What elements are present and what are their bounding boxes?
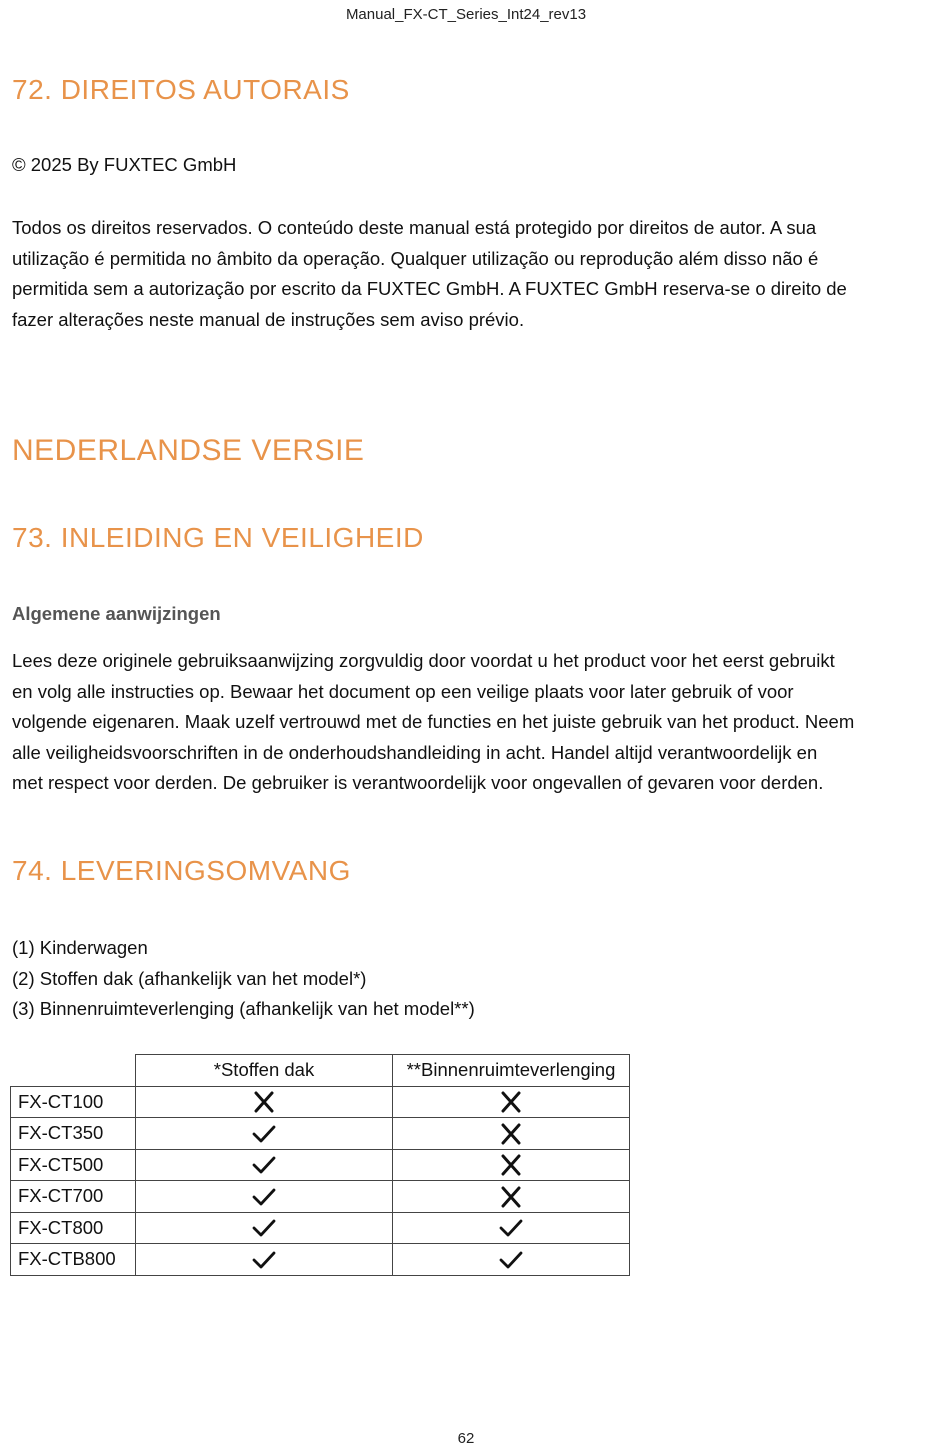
paragraph-line: Todos os direitos reservados. O conteúdo deste manual está protegido por direitos de autor. A sua [12, 217, 817, 238]
page-number: 62 [457, 1430, 475, 1447]
paragraph-line: volgende eigenaren. Maak uzelf vertrouwd met de functies en het juiste gebruik van het product. Neem [12, 711, 855, 732]
model-feature-table [10, 1054, 630, 1276]
list-item: (2) Stoffen dak (afhankelijk van het model*) [12, 967, 367, 989]
check-icon [252, 1249, 276, 1271]
table-row [11, 1181, 630, 1213]
binnenruimte-cell [393, 1118, 630, 1150]
model-cell: FX-CT800 [11, 1212, 136, 1244]
paragraph-line: fazer alterações neste manual de instruções sem aviso prévio. [12, 308, 525, 330]
section-heading-scope: 74. LEVERINGSOMVANG [12, 855, 351, 886]
section-heading-intro: 73. INLEIDING EN VEILIGHEID [12, 522, 424, 553]
binnenruimte-cell [393, 1244, 630, 1276]
paragraph-line: utilização é permitida no âmbito da operação. Qualquer utilização ou reprodução além disso não é [12, 247, 819, 269]
subheading-general: Algemene aanwijzingen [12, 603, 221, 624]
language-heading: NEDERLANDSE VERSIE [12, 434, 365, 467]
check-icon [252, 1186, 276, 1208]
check-icon [252, 1217, 276, 1239]
table-corner-cell [11, 1055, 136, 1087]
check-icon [252, 1154, 276, 1176]
binnenruimte-cell [393, 1086, 630, 1118]
paragraph-line: alle veiligheidsvoorschriften in de onderhoudshandleiding in acht. Handel altijd verantwoordelijk en [12, 741, 818, 763]
table-row [11, 1118, 630, 1150]
binnenruimte-cell [393, 1149, 630, 1181]
cross-icon [499, 1123, 523, 1145]
model-cell: FX-CT500 [11, 1149, 136, 1181]
stoffen_dak-cell [136, 1118, 393, 1150]
stoffen_dak-cell [136, 1149, 393, 1181]
stoffen_dak-cell [136, 1181, 393, 1213]
intro-paragraph [12, 646, 854, 799]
document-header: Manual_FX-CT_Series_Int24_rev13 [345, 6, 587, 23]
stoffen_dak-cell [136, 1212, 393, 1244]
copyright-notice: © 2025 By FUXTEC GmbH [12, 154, 237, 175]
table-row [11, 1086, 630, 1118]
paragraph-line: permitida sem a autorização por escrito da FUXTEC GmbH. A FUXTEC GmbH reserva-se o direito de [12, 278, 847, 299]
model-cell: FX-CTB800 [11, 1244, 136, 1276]
binnenruimte-cell [393, 1181, 630, 1213]
model-cell: FX-CT700 [11, 1181, 136, 1213]
stoffen_dak-cell [136, 1086, 393, 1118]
cross-icon [499, 1186, 523, 1208]
list-item: (3) Binnenruimteverlenging (afhankelijk van het model**) [12, 998, 475, 1019]
table-row [11, 1212, 630, 1244]
check-icon [499, 1249, 523, 1271]
model-cell: FX-CT350 [11, 1118, 136, 1150]
table-row [11, 1149, 630, 1181]
column-header-binnenruimte: **Binnenruimteverlenging [393, 1055, 630, 1087]
binnenruimte-cell [393, 1212, 630, 1244]
cross-icon [499, 1154, 523, 1176]
cross-icon [499, 1091, 523, 1113]
scope-list [12, 933, 475, 1025]
model-cell: FX-CT100 [11, 1086, 136, 1118]
column-header-stoffen-dak: *Stoffen dak [136, 1055, 393, 1087]
stoffen_dak-cell [136, 1244, 393, 1276]
table-header-row [11, 1055, 630, 1087]
copyright-paragraph [12, 213, 847, 335]
list-item: (1) Kinderwagen [12, 937, 148, 958]
section-heading-copyright: 72. DIREITOS AUTORAIS [12, 74, 350, 105]
cross-icon [252, 1091, 276, 1113]
paragraph-line: Lees deze originele gebruiksaanwijzing zorgvuldig door voordat u het product voor het eerst gebruikt [12, 650, 835, 671]
check-icon [252, 1123, 276, 1145]
table-row [11, 1244, 630, 1276]
paragraph-line: en volg alle instructies op. Bewaar het document op een veilige plaats voor later gebruik of voor [12, 680, 794, 702]
check-icon [499, 1217, 523, 1239]
paragraph-line: met respect voor derden. De gebruiker is verantwoordelijk voor ongevallen of gevaren voor derden. [12, 772, 824, 793]
